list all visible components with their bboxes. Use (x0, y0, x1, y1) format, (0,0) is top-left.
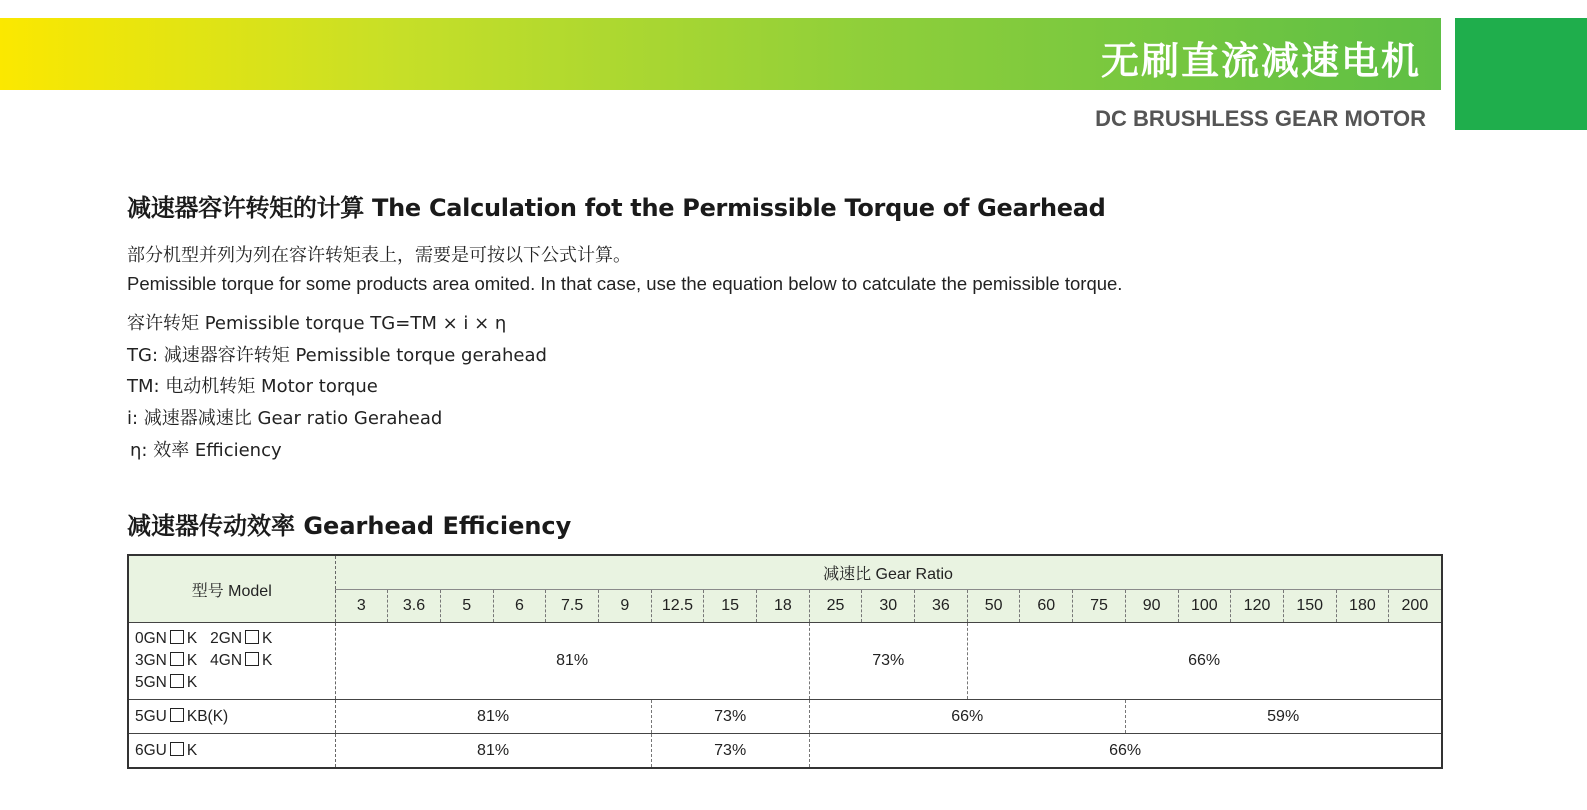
def-tm: TM: 电动机转矩 Motor torque (127, 376, 378, 397)
efficiency-value: 81% (335, 623, 809, 700)
ratio-cell: 180 (1336, 590, 1389, 623)
ratio-cell: 25 (809, 590, 862, 623)
section-title-permissible-torque: 减速器容许转矩的计算 The Calculation fot the Permissible Torque of Gearhead (127, 194, 1106, 222)
efficiency-value: 66% (967, 623, 1441, 700)
ratio-cell: 200 (1389, 590, 1442, 623)
ratio-cell: 90 (1125, 590, 1178, 623)
formula-line: 容许转矩 Pemissible torque TG=TM × i × η (127, 313, 507, 334)
model-cell: 5GU KB(K) (128, 700, 335, 734)
banner-title: 无刷直流减速电机 (1100, 39, 1421, 83)
ratio-cell: 18 (757, 590, 810, 623)
intro-cn: 部分机型并列为列在容许转矩表上，需要是可按以下公式计算。 (127, 245, 631, 266)
efficiency-value: 81% (477, 741, 510, 759)
efficiency-value: 73% (651, 700, 809, 734)
ratio-cell: 100 (1178, 590, 1231, 623)
header-banner (0, 18, 1441, 90)
ratio-cell: 9 (598, 590, 651, 623)
def-eta: η: 效率 Efficiency (130, 440, 282, 461)
table-row (128, 623, 1442, 700)
model-header: 型号 Model (128, 555, 335, 623)
ratio-cell: 12.5 (651, 590, 704, 623)
ratio-cell: 120 (1231, 590, 1284, 623)
ratio-cell: 150 (1283, 590, 1336, 623)
ratio-cell: 7.5 (546, 590, 599, 623)
efficiency-value: 73% (809, 623, 967, 700)
efficiency-table (127, 554, 1443, 769)
ratio-cell: 75 (1073, 590, 1126, 623)
efficiency-value: 66% (809, 700, 1125, 734)
ratio-cell: 6 (493, 590, 546, 623)
efficiency-value: 66% (809, 734, 1441, 769)
efficiency-value: 59% (1125, 700, 1441, 734)
gear-ratio-header: 减速比 Gear Ratio (335, 555, 1442, 590)
ratio-cell: 15 (704, 590, 757, 623)
def-tg: TG: 减速器容许转矩 Pemissible torque gerahead (127, 345, 547, 366)
model-cell: 6GU K (128, 734, 335, 769)
ratio-cell: 30 (862, 590, 915, 623)
table-row (128, 734, 1442, 769)
ratio-cell: 60 (1020, 590, 1073, 623)
efficiency-value: 73% (651, 734, 809, 769)
ratio-cell: 36 (915, 590, 968, 623)
section-title-efficiency: 减速器传动效率 Gearhead Efficiency (127, 512, 572, 540)
model-cell: 0GN K 2GN K 3GN K 4GN K 5GN K (128, 623, 335, 700)
table-row (128, 700, 1442, 734)
banner-subtitle: DC BRUSHLESS GEAR MOTOR (1095, 106, 1426, 131)
intro-en: Pemissible torque for some products area omited. In that case, use the equation below to catculate the pemissible torque. (127, 273, 1123, 294)
ratio-cell: 5 (440, 590, 493, 623)
ratio-cell: 3.6 (388, 590, 441, 623)
efficiency-value: 81% (335, 700, 651, 734)
ratio-cell: 50 (967, 590, 1020, 623)
ratio-cell: 3 (335, 590, 388, 623)
side-color-tab (1455, 18, 1587, 130)
def-i: i: 减速器减速比 Gear ratio Gerahead (127, 408, 443, 429)
